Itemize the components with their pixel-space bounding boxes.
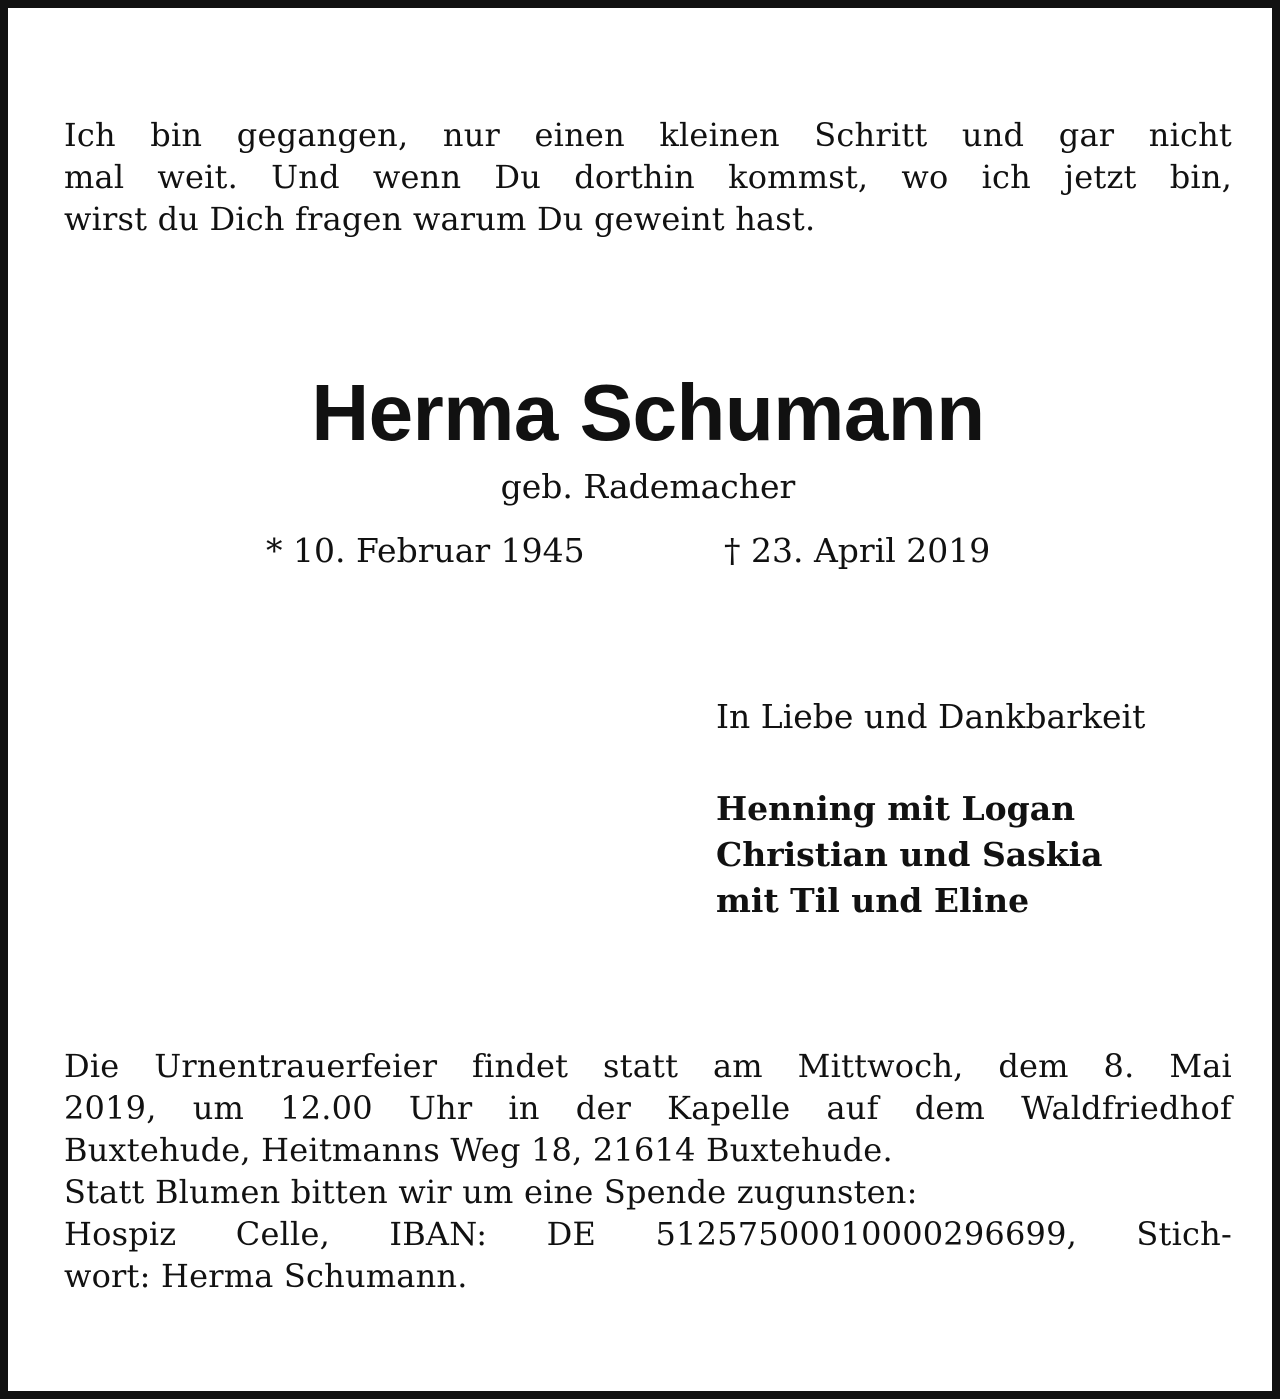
details-line: Die Urnentrauerfeier findet statt am Mittwoch, dem 8. Mai [64,1047,1232,1085]
details-line: Statt Blumen bitten wir um eine Spende zugunsten: [64,1173,918,1211]
poem-line: wirst du Dich fragen warum Du geweint hast. [64,200,816,238]
ceremony-details [64,1045,1232,1297]
poem-text [64,114,1232,240]
poem-line: mal weit. Und wenn Du dorthin kommst, wo ich jetzt bin, [64,158,1232,196]
family-signature [716,786,1103,924]
details-line: 2019, um 12.00 Uhr in der Kapelle auf dem Waldfriedhof [64,1089,1232,1127]
deceased-name: Herma Schumann [311,368,985,457]
family-line: Christian und Saskia [716,835,1103,874]
maiden-name: geb. Rademacher [500,467,796,506]
details-line: Hospiz Celle, IBAN: DE 51257500010000296699, Stich- [64,1215,1232,1253]
closing-phrase: In Liebe und Dankbarkeit [716,697,1146,736]
poem-line: Ich bin gegangen, nur einen kleinen Schritt und gar nicht [64,116,1232,154]
birth-date: * 10. Februar 1945 [266,531,585,570]
family-line: mit Til und Eline [716,881,1030,920]
death-date: † 23. April 2019 [724,531,991,570]
family-line: Henning mit Logan [716,789,1076,828]
details-line: Buxtehude, Heitmanns Weg 18, 21614 Buxtehude. [64,1131,893,1169]
details-line: wort: Herma Schumann. [64,1257,468,1295]
